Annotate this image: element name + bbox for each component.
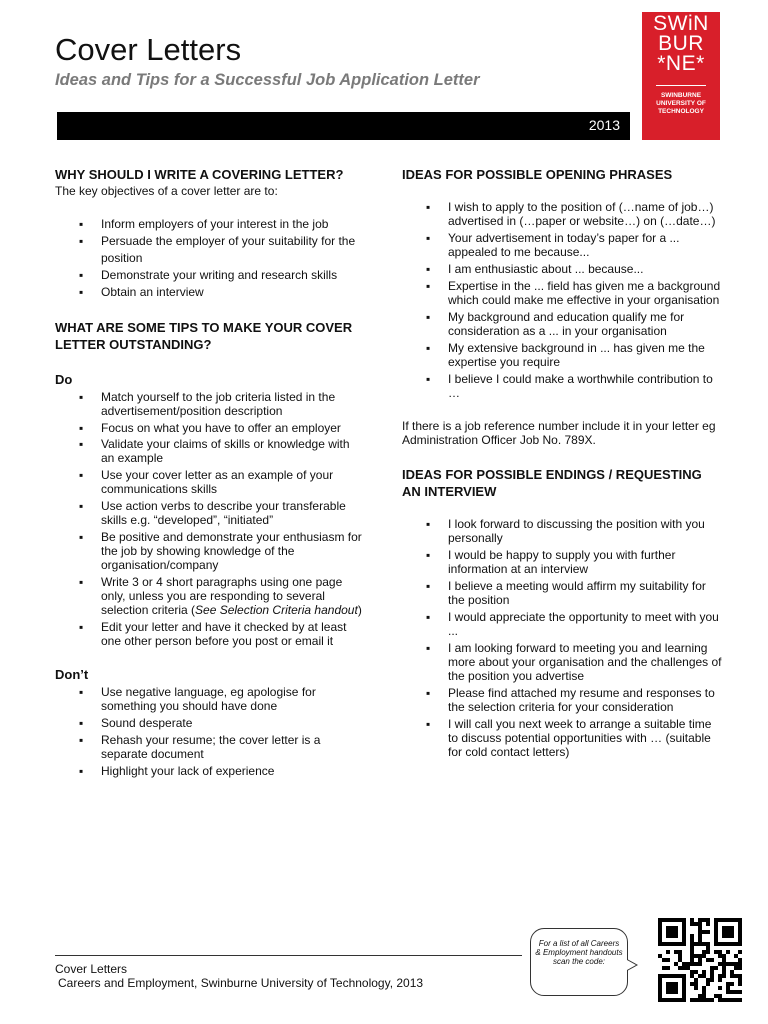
list-item: ▪ Your advertisement in today’s paper for a ... appealed to me because... (402, 231, 722, 259)
do-list (55, 390, 365, 648)
qr-code-icon[interactable] (658, 918, 742, 1002)
opening-heading: IDEAS FOR POSSIBLE OPENING PHRASES (402, 167, 673, 182)
list-item: ▪ I would be happy to supply you with further information at an interview (402, 548, 722, 576)
list-item: ▪ Please find attached my resume and responses to the selection criteria for your consideration (402, 686, 722, 714)
footer-credit: Careers and Employment, Swinburne University of Technology, 2013 (58, 976, 424, 990)
logo-subtext: SWINBURNE UNIVERSITY OF TECHNOLOGY (656, 92, 706, 115)
opening-list (402, 200, 722, 400)
why-list (55, 216, 365, 301)
tips-heading: WHAT ARE SOME TIPS TO MAKE YOUR COVER LETTER OUTSTANDING? (55, 320, 353, 352)
endings-list (402, 517, 722, 759)
list-item: ▪ Persuade the employer of your suitability for the position (55, 233, 365, 267)
list-item: ▪ Inform employers of your interest in the job (55, 216, 365, 233)
list-item: ▪ Expertise in the ... field has given me a background which could make me effective in your organisation (402, 279, 722, 307)
list-item: ▪ I would appreciate the opportunity to meet with you ... (402, 610, 722, 638)
swinburne-logo (642, 12, 720, 140)
list-item: ▪ Sound desperate (55, 716, 365, 730)
why-heading: WHY SHOULD I WRITE A COVERING LETTER? (55, 167, 344, 182)
list-item: ▪ I will call you next week to arrange a suitable time to discuss potential opportunities with … (suitable for cold contact letters) (402, 717, 722, 759)
right-column (402, 166, 722, 759)
list-item: ▪ I am looking forward to meeting you and learning more about your organisation and the challenges of the position you advertise (402, 641, 722, 683)
dont-list (55, 685, 365, 778)
logo-wordmark: SWiN BUR *NE* (653, 12, 709, 75)
scan-callout (530, 928, 628, 996)
list-item: ▪ Match yourself to the job criteria listed in the advertisement/position description (55, 390, 365, 418)
list-item: ▪ I wish to apply to the position of (…name of job…) advertised in (…paper or website…) on (…date…) (402, 200, 722, 228)
scan-callout-text: For a list of all Careers & Employment handouts scan the code: (535, 939, 623, 966)
page-subtitle: Ideas and Tips for a Successful Job Application Letter (55, 71, 480, 89)
list-item: ▪ I believe a meeting would affirm my suitability for the position (402, 579, 722, 607)
logo-divider (656, 85, 706, 86)
why-intro: The key objectives of a cover letter are to: (55, 184, 278, 198)
list-item: ▪ Obtain an interview (55, 284, 365, 301)
list-item: ▪ My extensive background in ... has given me the expertise you require (402, 341, 722, 369)
list-item: ▪ I am enthusiastic about ... because... (402, 262, 722, 276)
handout-reference: See Selection Criteria handout (195, 603, 358, 617)
list-item: ▪ Write 3 or 4 short paragraphs using one page only, unless you are responding to several selection criteria (See Selection Criteria handout) (55, 575, 365, 617)
list-item: ▪ I look forward to discussing the position with you personally (402, 517, 722, 545)
dont-heading: Don’t (55, 667, 89, 682)
footer-divider (55, 955, 522, 956)
list-item: ▪ Use action verbs to describe your transferable skills e.g. “developed”, “initiated” (55, 499, 365, 527)
year-label: 2013 (588, 117, 620, 133)
do-heading: Do (55, 372, 73, 387)
endings-heading: IDEAS FOR POSSIBLE ENDINGS / REQUESTING AN INTERVIEW (402, 467, 702, 499)
left-column (55, 166, 365, 778)
list-item: ▪ Be positive and demonstrate your enthusiasm for the job by showing knowledge of the organisation/company (55, 530, 365, 572)
page-title: Cover Letters (55, 32, 242, 67)
list-item: ▪ Demonstrate your writing and research skills (55, 267, 365, 284)
list-item: ▪ My background and education qualify me for consideration as a ... in your organisation (402, 310, 722, 338)
footer-title: Cover Letters (55, 962, 128, 976)
reference-note: If there is a job reference number include it in your letter eg Administration Officer Job No. 789X. (402, 419, 716, 447)
list-item: ▪ Validate your claims of skills or knowledge with an example (55, 437, 365, 465)
list-item: ▪ Highlight your lack of experience (55, 764, 365, 778)
list-item: ▪ Rehash your resume; the cover letter is a separate document (55, 733, 365, 761)
list-item: ▪ Edit your letter and have it checked by at least one other person before you post or email it (55, 620, 365, 648)
list-item: ▪ I believe I could make a worthwhile contribution to … (402, 372, 722, 400)
list-item: ▪ Focus on what you have to offer an employer (55, 421, 365, 435)
list-item: ▪ Use negative language, eg apologise for something you should have done (55, 685, 365, 713)
header-bar (57, 112, 630, 140)
list-item: ▪ Use your cover letter as an example of your communications skills (55, 468, 365, 496)
